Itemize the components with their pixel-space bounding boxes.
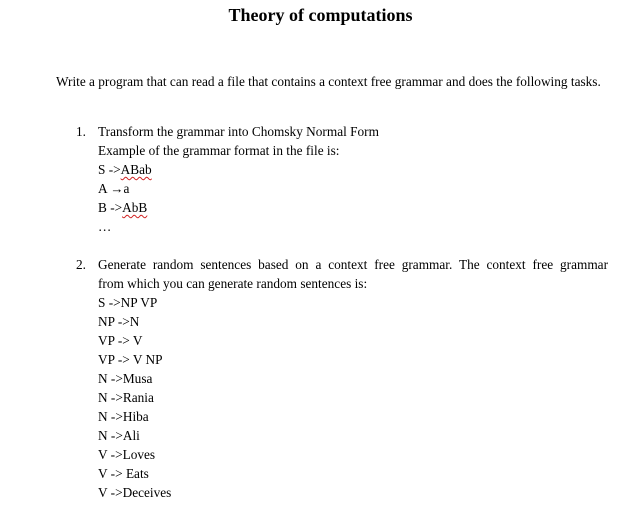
rule-lhs: S -> bbox=[98, 162, 121, 177]
task-2-text-line1: Generate random sentences based on a context free grammar. The context free grammar bbox=[98, 257, 608, 272]
task-2-content bbox=[98, 255, 608, 502]
task-1-number: 1. bbox=[76, 124, 86, 139]
rule-rhs: AbB bbox=[122, 200, 148, 215]
document-title: Theory of computations bbox=[228, 5, 413, 25]
task-1-content bbox=[98, 122, 608, 236]
grammar-rule: V ->Deceives bbox=[98, 485, 172, 500]
grammar-rule bbox=[98, 179, 608, 198]
grammar-rule: N ->Hiba bbox=[98, 409, 149, 424]
task-1 bbox=[56, 122, 608, 236]
task-1-example-intro: Example of the grammar format in the file is: bbox=[98, 143, 340, 158]
grammar-rule: NP ->N bbox=[98, 314, 140, 329]
task-2-number: 2. bbox=[76, 257, 86, 272]
grammar-rule: V ->Loves bbox=[98, 447, 156, 462]
grammar-rule: N ->Musa bbox=[98, 371, 153, 386]
grammar-rule: VP -> V bbox=[98, 333, 143, 348]
intro-paragraph: Write a program that can read a file that contains a context free grammar and does the following tasks. bbox=[56, 74, 601, 89]
arrow-symbol: → bbox=[110, 181, 124, 196]
rule-lhs: B -> bbox=[98, 200, 123, 215]
rule-rhs: a bbox=[123, 181, 130, 196]
rule-rhs: ABab bbox=[120, 162, 152, 177]
grammar-rule bbox=[98, 198, 608, 217]
task-2 bbox=[56, 255, 608, 502]
grammar-rule: N ->Ali bbox=[98, 428, 140, 443]
task-1-text: Transform the grammar into Chomsky Normal Form bbox=[98, 124, 379, 139]
grammar-rule: VP -> V NP bbox=[98, 352, 163, 367]
rule-lhs: A bbox=[98, 181, 107, 196]
grammar-rule: S ->NP VP bbox=[98, 295, 158, 310]
grammar-rule: V -> Eats bbox=[98, 466, 149, 481]
task-2-text-line2: from which you can generate random sentences is: bbox=[98, 276, 368, 291]
ellipsis: … bbox=[98, 219, 112, 234]
grammar-rule: N ->Rania bbox=[98, 390, 154, 405]
grammar-rule bbox=[98, 160, 608, 179]
